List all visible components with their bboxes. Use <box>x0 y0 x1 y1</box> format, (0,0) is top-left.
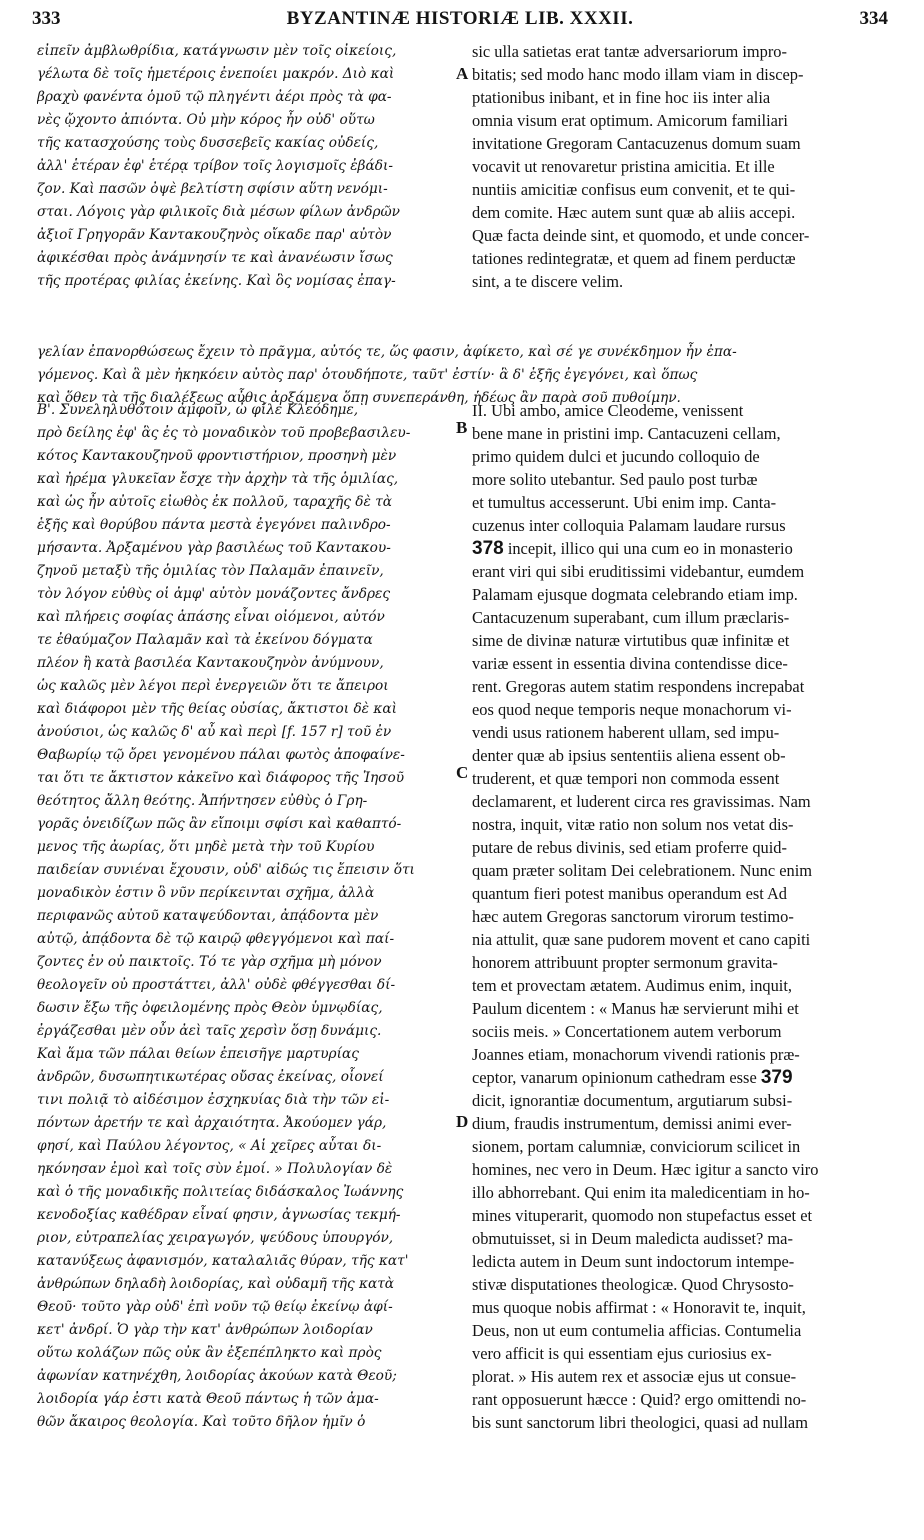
page-number-right: 334 <box>859 8 888 29</box>
text-fragment: ceptor, vanarum opinionum cathedram esse <box>472 1068 757 1087</box>
text-line: ὡς καλῶς μὲν λέγοι περὶ ἐνεργειῶν ὅτι τε ἄπειροι <box>37 678 389 694</box>
text-line: καὶ ὁ τῆς μοναδικῆς πολιτείας διδάσκαλος Ἰωάννης <box>37 1184 404 1200</box>
text-line: Quæ facta deinde sint, et quomodo, et unde concer- <box>472 226 810 245</box>
text-line: ἀλλ' ἑτέραν ἐφ' ἑτέρᾳ τρίβον τοῖς λογισμοῖς ἐβάδι- <box>37 158 393 174</box>
text-line: κενοδοξίας καθέδραν εἶναί φησιν, ἀγνωσίας τεκμή- <box>37 1207 401 1223</box>
text-line: αὐτῷ, ἀπᾴδοντα δὲ τῷ καιρῷ φθεγγόμενοι καὶ παί- <box>37 931 395 947</box>
text-line: et tumultus accesserunt. Ubi enim imp. Canta- <box>472 493 777 512</box>
text-line: nuntiis amicitiæ confisus eum convenit, et te qui- <box>472 180 796 199</box>
text-line: γόμενος. Καὶ ἃ μὲν ἠκηκόειν αὐτὸς παρ' ὁτουδήποτε, ταῦτ' ἐστίν· ἃ δ' ἑξῆς ἐγεγόνει, καὶ ὅπως <box>37 367 698 383</box>
text-line: ριον, εὐτραπελίας χειραγωγόν, ψεύδους ὑπουργόν, <box>37 1230 394 1246</box>
text-line: tationes redintegratæ, et quem ad finem perductæ <box>472 249 796 268</box>
text-line: ledicta autem in Deum sunt indoctorum intempe- <box>472 1252 795 1271</box>
text-line: nostra, inquit, vitæ ratio non solum nos vetat dis- <box>472 815 794 834</box>
text-line: Deus, non ut eum contumelia afficias. Contumelia <box>472 1321 802 1340</box>
text-line: vero afficit is qui essentiam ejus curiosius ex- <box>472 1344 772 1363</box>
margin-letter: C <box>456 763 469 782</box>
text-line: ζηνοῦ μεταξὺ τῆς ὁμιλίας τὸν Παλαμᾶν ἐπαινεῖν, <box>37 563 384 579</box>
text-line: dium, fraudis instrumentum, demissi animi ever- <box>472 1114 792 1133</box>
text-line: λοιδορία γάρ ἐστι κατὰ Θεοῦ πάντως ἡ τῶν ἀμα- <box>37 1391 379 1407</box>
text-line: illo abhorrebant. Qui enim ita maledicentiam in ho- <box>472 1183 810 1202</box>
text-line: denter quæ ab ipsius sententiis aliena essent ob- <box>472 746 786 765</box>
text-line: τῆς κατασχούσης τοὺς δυσσεβεῖς κακίας οὐδείς, <box>37 135 379 151</box>
text-line: βραχὺ φανέντα ὁμοῦ τῷ πληγέντι ἀέρι πρὸς τὰ φα- <box>37 89 392 105</box>
text-line: κατανύξεως ἀφανισμόν, καταλαλιᾶς θύραν, τῆς κατ' <box>37 1253 409 1269</box>
text-line: dicit, ignorantiæ documentum, argutiarum subsi- <box>472 1091 793 1110</box>
text-line: honorem attribuunt propter sermonum gravita- <box>472 953 778 972</box>
text-line: μοναδικὸν ἐστιν ὃ νῦν περίκεινται σχῆμα, ἀλλὰ <box>37 885 375 901</box>
text-line: quam præter solitam Dei celebrationem. Nunc enim <box>472 861 813 880</box>
text-line: bis sunt sanctorum libri theologici, quasi ad nullam <box>472 1413 808 1432</box>
text-line: variæ essent in essentia divina contendisse dice- <box>472 654 788 673</box>
text-line: declamarent, et luderent circa res gravissimas. Nam <box>472 792 811 811</box>
text-line: ἀνούσιοι, ὡς καλῶς δ' αὖ καὶ περὶ [f. 157 r] τοῦ ἐν <box>37 724 392 740</box>
text-line: dem comite. Hæc autem sunt quæ ab aliis accepi. <box>472 203 796 222</box>
text-fragment: incepit, illico qui una cum eo in monasterio <box>507 539 793 558</box>
text-line: vendi usus rationem haberent ullam, sed impu- <box>472 723 780 742</box>
text-line: sionem, portam calumniæ, conviciorum scilicet in <box>472 1137 801 1156</box>
text-line: more solito utebantur. Sed paulo post turbæ <box>472 470 758 489</box>
text-line: περιφανῶς αὐτοῦ καταψεύδονται, ἀπᾴδοντα μὲν <box>37 908 379 924</box>
text-line: ζοντες ἐν οὐ παικτοῖς. Τό τε γὰρ σχῆμα μὴ μόνον <box>37 954 382 970</box>
text-line: οὕτω κολάζων πῶς οὐκ ἂν ἐξεπέπληκτο καὶ πρὸς <box>37 1345 382 1361</box>
latin-column-top <box>472 40 886 293</box>
text-line: γορᾶς ὀνειδίζων πῶς ἂν εἴποιμι σφίσι καὶ καθαπτό- <box>37 816 402 832</box>
text-line: νὲς ᾤχοντο ἀπιόντα. Οὐ μὴν κόρος ἦν οὐδ' οὕτω <box>37 112 375 128</box>
text-line: vocavit ut renovaretur pristina amicitia. Et ille <box>472 157 775 176</box>
page-number-marker: 378 <box>472 538 504 559</box>
text-line: καὶ διάφοροι μὲν τῆς θείας οὐσίας, ἄκτιστοι δὲ καὶ <box>37 701 397 717</box>
text-line: cuzenus inter colloquia Palamam laudare rursus <box>472 516 786 535</box>
text-line: primo quidem dulci et jucundo colloquio de <box>472 447 760 466</box>
text-line: Joannes etiam, monachorum vivendi rationis præ- <box>472 1045 800 1064</box>
text-line: σται. Λόγοις γὰρ φιλικοῖς διὰ μέσων φίλων ἀνδρῶν <box>37 204 400 220</box>
text-line: tem et provectam ætatem. Audimus enim, inquit, <box>472 976 793 995</box>
text-line: θεολογεῖν οὐ προστάττει, ἀλλ' οὐδὲ φθέγγεσθαι δί- <box>37 977 396 993</box>
text-line: θεότητος ἄλλη θεότης. Ἀπήντησεν εὐθὺς ὁ Γρη- <box>37 793 368 809</box>
text-line: obmutuisset, si in Deum maledicta audisset? ma- <box>472 1229 793 1248</box>
text-line: καὶ ὅθεν τὰ τῆς διαλέξεως αὖθις ἀρξάμενα ὅπῃ συνεπεράνθη, ἡδέως ἂν παρὰ σοῦ πυθοίμην. <box>37 390 681 406</box>
text-line: sociis meis. » Concertationem autem verborum <box>472 1022 782 1041</box>
text-line: ται ὅτι τε ἄκτιστον κἀκεῖνο καὶ διάφορος τῆς Ἰησοῦ <box>37 770 405 786</box>
text-line: ζον. Καὶ πασῶν ὀψὲ βελτίστη σφίσιν αὕτη νενόμι- <box>37 181 388 197</box>
text-line: τε ἐθαύμαζον Παλαμᾶν καὶ τὰ ἐκείνου δόγματα <box>37 632 373 648</box>
text-line: Palamam ejusque dogmata celebrando etiam imp. <box>472 585 798 604</box>
text-line: hæc autem Gregoras sanctorum virorum testimo- <box>472 907 794 926</box>
text-line: τὸν λόγον εὐθὺς οἱ ἀμφ' αὐτὸν μονάζοντες ἄνδρες <box>37 586 391 602</box>
text-line: τινι πολιᾷ τὸ αἰδέσιμον ἐσχηκυίας διὰ τὴν τῶν εἰ- <box>37 1092 390 1108</box>
text-line: πόντων ἀρετήν τε καὶ ἀρχαιότητα. Ἀκούομεν γάρ, <box>37 1115 387 1131</box>
text-line: II. Ubi ambo, amice Cleodeme, venissent <box>472 401 744 420</box>
text-line: mus quoque nobis affirmat : « Honoravit te, inquit, <box>472 1298 806 1317</box>
text-line <box>472 537 886 560</box>
text-line: ἀνθρώπων δηλαδὴ λοιδορίας, καὶ οὐδαμῆ τῆς κατὰ <box>37 1276 395 1292</box>
text-line: rant opposuerunt hæcce : Quid? ergo omittendi no- <box>472 1390 807 1409</box>
latin-column-bottom <box>472 399 886 1434</box>
text-line: πρὸ δείλης ἐφ' ἃς ἐς τὸ μοναδικὸν τοῦ προβεβασιλευ- <box>37 425 411 441</box>
text-line: sint, a te discere velim. <box>472 272 624 291</box>
text-line: truderent, et quæ tempori non commoda essent <box>472 769 780 788</box>
text-line: rent. Gregoras autem statim respondens increpabat <box>472 677 805 696</box>
text-line: ἀξιοῖ Γρηγορᾶν Καντακουζηνὸς οἴκαδε παρ' αὐτὸν <box>37 227 392 243</box>
text-line: Cantacuzenum superabant, cum illum præclaris- <box>472 608 790 627</box>
text-line: Β'. Συνεληλυθότοιν ἀμφοῖν, ὦ φίλε Κλεόδημε, <box>37 402 359 418</box>
text-line: ηκόνησαν ἐμοὶ καὶ τοῖς σὺν ἐμοί. » Πολυλογίαν δὲ <box>37 1161 393 1177</box>
text-line: γέλωτα δὲ τοῖς ἡμετέροις ἐνεποίει μακρόν. Διὸ καὶ <box>37 66 395 82</box>
text-line: Θαβωρίῳ τῷ ὄρει γενομένου πάλαι φωτὸς ἀποφαίνε- <box>37 747 405 763</box>
text-line: sime de divinæ naturæ virtutibus quæ infinitæ et <box>472 631 790 650</box>
text-line: bitatis; sed modo hanc modo illam viam in discep- <box>472 65 804 84</box>
text-line: erant viri qui sibi eruditissimi videbantur, eumdem <box>472 562 805 581</box>
text-line: εἰπεῖν ἀμβλωθρίδια, κατάγνωσιν μὲν τοῖς οἰκείοις, <box>37 43 397 59</box>
text-line: nia attulit, quæ sane pudorem movent et cano capiti <box>472 930 811 949</box>
text-line: γελίαν ἐπανορθώσεως ἔχειν τὸ πρᾶγμα, αὐτός τε, ὥς φασιν, ἀφίκετο, καὶ σέ γε συνέκδημον ἦν ἐπα- <box>37 344 737 360</box>
text-line: μήσαντα. Ἀρξαμένου γὰρ βασιλέως τοῦ Καντακου- <box>37 540 391 556</box>
text-line: invitatione Gregoram Cantacuzenus domum suam <box>472 134 801 153</box>
text-line: παιδείαν συνιέναι ἔχουσιν, οὐδ' αἰδώς τις ἔπεισιν ὅτι <box>37 862 415 878</box>
text-line <box>472 1066 886 1089</box>
text-line: φησί, καὶ Παύλου λέγοντος, « Αἱ χεῖρες αὗται δι- <box>37 1138 382 1154</box>
text-line: τῆς προτέρας φιλίας ἐκείνης. Καὶ ὃς νομίσας ἐπαγ- <box>37 273 396 289</box>
greek-column-bottom <box>37 399 453 1434</box>
text-line: καὶ ἠρέμα γλυκεῖαν ἔσχε τὴν ἀρχὴν τὰ τῆς ὁμιλίας, <box>37 471 399 487</box>
text-line: πλέον ἢ κατὰ βασιλέα Καντακουζηνὸν ἀνύμνουν, <box>37 655 384 671</box>
text-line: homines, nec vero in Deum. Hæc igitur a sancto viro <box>472 1160 819 1179</box>
text-line: ἀνδρῶν, δυσωπητικωτέρας οὔσας ἐκείνας, οἷονεί <box>37 1069 384 1085</box>
text-line: καὶ πλήρεις σοφίας ἁπάσης εἶναι οἰόμενοι, αὐτόν <box>37 609 385 625</box>
text-line: δωσιν ἔξω τῆς ὀφειλομένης πρὸς Θεὸν ὑμνῳδίας, <box>37 1000 383 1016</box>
text-line: putare de rebus divinis, sed etiam proferre quid- <box>472 838 787 857</box>
text-line: plorat. » His autem rex et associæ ejus ut consue- <box>472 1367 797 1386</box>
text-line: sic ulla satietas erat tantæ adversariorum impro- <box>472 42 787 61</box>
greek-column-top <box>37 40 453 293</box>
margin-letter: B <box>456 418 468 437</box>
running-title: BYZANTINÆ HISTORIÆ LIB. XXXII. <box>286 8 634 29</box>
text-line: Καὶ ἅμα τῶν πάλαι θείων ἐπεισῆγε μαρτυρίας <box>37 1046 359 1062</box>
text-line: ἀφωνίαν κατηνέχθη, λοιδορίας ἀκούων κατὰ Θεοῦ; <box>37 1368 397 1384</box>
text-line: Θεοῦ· τοῦτο γὰρ οὐδ' ἐπὶ νοῦν τῷ θείῳ ἐκείνῳ ἀφί- <box>37 1299 393 1315</box>
text-line: θῶν ἄκαιρος θεολογία. Καὶ τοῦτο δῆλον ἡμῖν ὁ <box>37 1414 366 1430</box>
text-line: quantum fieri potest manibus operandum est Ad <box>472 884 788 903</box>
page-number-left: 333 <box>32 8 61 29</box>
text-line: μενος τῆς ἀωρίας, ὅτι μηδὲ μετὰ τὴν τοῦ Κυρίου <box>37 839 375 855</box>
text-line: bene mane in pristini imp. Cantacuzeni cellam, <box>472 424 781 443</box>
page-header <box>32 2 888 36</box>
text-line: κετ' ἀνδρί. Ὁ γὰρ τὴν κατ' ἀνθρώπων λοιδορίαν <box>37 1322 373 1338</box>
page-number-marker: 379 <box>760 1067 793 1088</box>
text-line: mines vituperarit, quomodo non stupefactus esset et <box>472 1206 813 1225</box>
text-line: καὶ ὡς ἦν αὐτοῖς εἰωθὸς ἐκ πολλοῦ, ταραχῆς δὲ τὰ <box>37 494 393 510</box>
text-line: ἑξῆς καὶ θορύβου πάντα μεστὰ ἐγεγόνει παλινδρο- <box>37 517 391 533</box>
text-line: ἀφικέσθαι πρὸς ἀνάμνησίν τε καὶ ἀνανέωσιν ἴσως <box>37 250 393 266</box>
text-line: eos quod neque temporis neque monachorum vi- <box>472 700 792 719</box>
text-line: ἐργάζεσθαι μὲν οὖν ἀεὶ ταῖς χερσὶν ὅσῃ δυνάμις. <box>37 1023 382 1039</box>
text-line: ptationibus inibant, et in fine hoc iis inter alia <box>472 88 771 107</box>
text-line: omnia visum erat optimum. Amicorum familiari <box>472 111 788 130</box>
margin-letter: D <box>456 1112 469 1131</box>
text-line: κότος Καντακουζηνοῦ φροντιστήριον, προσηνὴ μὲν <box>37 448 397 464</box>
text-line: Paulum dicentem : « Manus hæ servierunt mihi et <box>472 999 799 1018</box>
text-line: stivæ disputationes theologicæ. Quod Chrysosto- <box>472 1275 794 1294</box>
margin-letter: A <box>456 64 469 83</box>
